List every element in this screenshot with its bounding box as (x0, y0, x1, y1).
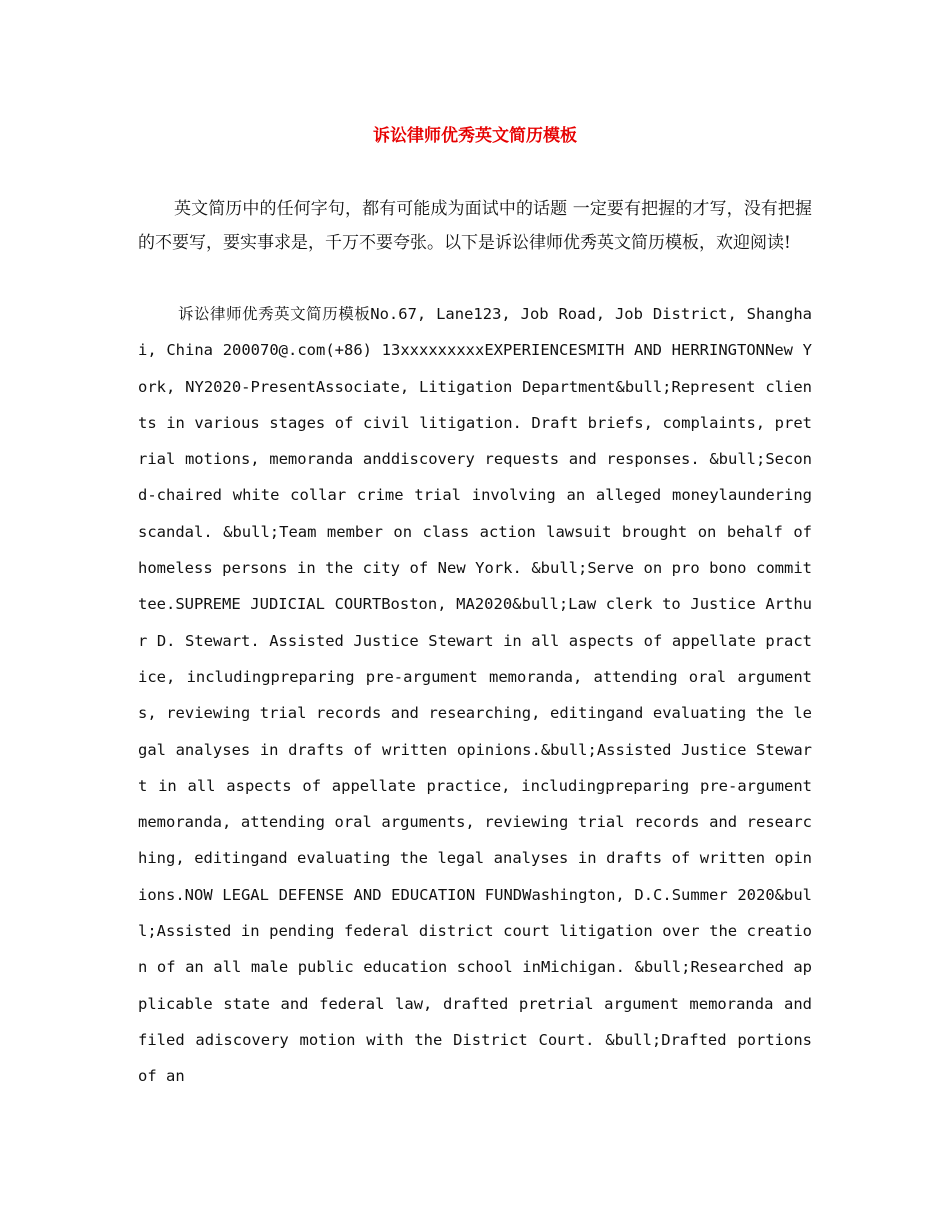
resume-body-paragraph: 诉讼律师优秀英文简历模板No.67, Lane123, Job Road, Job District, Shanghai, China 200070@.com(+86) 13xxxxxxxxxEXPERIENCESMITH AND HERRINGTONNew York, NY2020-PresentAssociate, Litigation Department&bull;Represent clients in various stages of civil litigation. Draft briefs, complaints, pretrial motions, memoranda anddiscovery requests and responses. &bull;Second-chaired white collar crime trial involving an alleged moneylaundering scandal. &bull;Team member on class action lawsuit brought on behalf of homeless persons in the city of New York. &bull;Serve on pro bono committee.SUPREME JUDICIAL COURTBoston, MA2020&bull;Law clerk to Justice Arthur D. Stewart. Assisted Justice Stewart in all aspects of appellate practice, includingpreparing pre-argument memoranda, attending oral arguments, reviewing trial records and researching, editingand evaluating the legal analyses in drafts of written opinions.&bull;Assisted Justice Stewart in all aspects of appellate practice, includingpreparing pre-argument memoranda, attending oral arguments, reviewing trial records and researching, editingand evaluating the legal analyses in drafts of written opinions.NOW LEGAL DEFENSE AND EDUCATION FUNDWashington, D.C.Summer 2020&bull;Assisted in pending federal district court litigation over the creation of an all male public education school inMichigan. &bull;Researched applicable state and federal law, drafted pretrial argument memoranda and filed adiscovery motion with the District Court. &bull;Drafted portions of an (138, 305, 812, 1086)
document-title: 诉讼律师优秀英文简历模板 (373, 126, 577, 146)
intro-paragraph: 英文简历中的任何字句，都有可能成为面试中的话题 一定要有把握的才写，没有把握的不要写，要实事求是，千万不要夸张。以下是诉讼律师优秀英文简历模板，欢迎阅读! (138, 199, 812, 253)
